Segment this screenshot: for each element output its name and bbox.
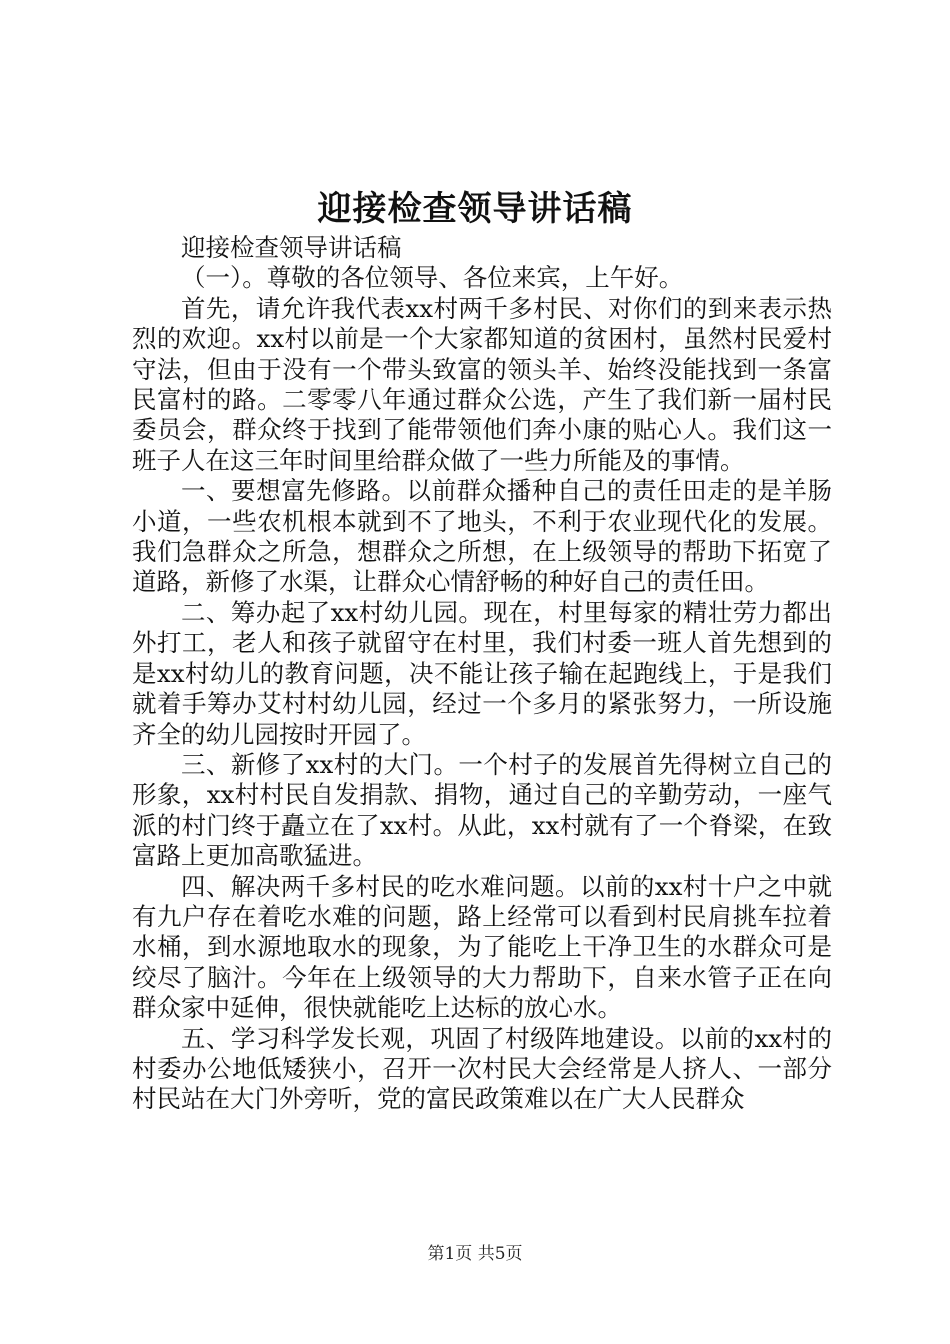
paragraph-introduction: 首先，请允许我代表xx村两千多村民、对你们的到来表示热烈的欢迎。xx村以前是一个大家都知道的贫困村，虽然村民爱村守法，但由于没有一个带头致富的领头羊、始终没能找到一条富民富村的路。二零零八年通过群众公选，产生了我们新一届村民委员会，群众终于找到了能带领他们奔小康的贴心人。我们这一班子人在这三年时间里给群众做了一些力所能及的事情。	[132, 293, 832, 475]
paragraph-point-road: 一、要想富先修路。以前群众播种自己的责任田走的是羊肠小道，一些农机根本就到不了地头，不利于农业现代化的发展。我们急群众之所急，想群众之所想，在上级领导的帮助下拓宽了道路，新修了水渠，让群众心情舒畅的种好自己的责任田。	[132, 476, 832, 597]
paragraph-point-drinking-water: 四、解决两千多村民的吃水难问题。以前的xx村十户之中就有九户存在着吃水难的问题，路上经常可以看到村民肩挑车拉着水桶，到水源地取水的现象，为了能吃上干净卫生的水群众可是绞尽了脑汁。今年在上级领导的大力帮助下，自来水管子正在向群众家中延伸，很快就能吃上达标的放心水。	[132, 871, 832, 1023]
page-footer: 第1页 共5页	[427, 1244, 523, 1264]
paragraph-point-kindergarten: 二、筹办起了xx村幼儿园。现在，村里每家的精壮劳力都出外打工，老人和孩子就留守在村里，我们村委一班人首先想到的是xx村幼儿的教育问题，决不能让孩子输在起跑线上，于是我们就着手筹办艾村村幼儿园，经过一个多月的紧张努力，一所设施齐全的幼儿园按时开园了。	[132, 597, 832, 749]
paragraph-greeting: （一）。尊敬的各位领导、各位来宾，上午好。	[181, 263, 684, 293]
document-body	[132, 233, 832, 1115]
document-title: 迎接检查领导讲话稿	[317, 189, 633, 229]
paragraph-heading-repeat: 迎接检查领导讲话稿	[181, 233, 402, 262]
paragraph-point-village-gate: 三、新修了xx村的大门。一个村子的发展首先得树立自己的形象，xx村村民自发捐款、捐物，通过自己的辛勤劳动，一座气派的村门终于矗立在了xx村。从此，xx村就有了一个脊梁，在致富路上更加高歌猛进。	[132, 749, 832, 871]
paragraph-point-study: 五、学习科学发长观，巩固了村级阵地建设。以前的xx村的村委办公地低矮狭小，召开一次村民大会经常是人挤人、一部分村民站在大门外旁听，党的富民政策难以在广大人民群众	[132, 1023, 832, 1114]
